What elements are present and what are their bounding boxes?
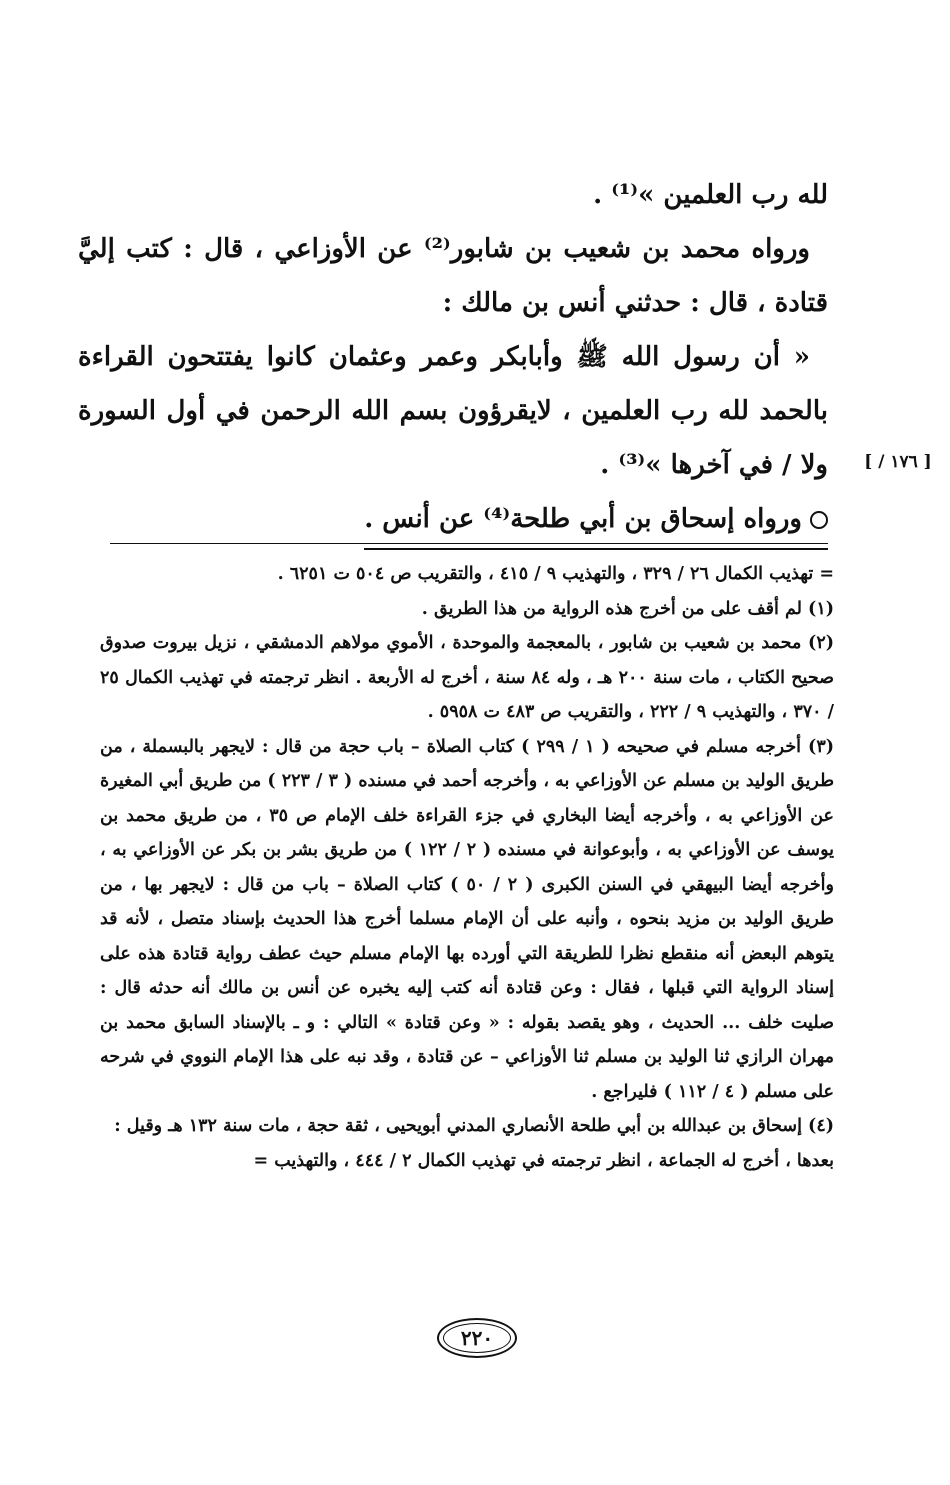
section-heading <box>78 492 828 550</box>
footnotes <box>100 557 834 1178</box>
footnote-3: (٣) أخرجه مسلم في صحيحه ( ١ / ٢٩٩ ) كتاب الصلاة – باب حجة من قال : لايجهر بالبسملة ، من طريق الوليد بن مسلم عن الأوزاعي به ، وأخرجه أحمد في مسنده ( ٣ / ٢٢٣ ) من طريق أبي المغيرة عن الأوزاعي به ، وأخرجه أيضا البخاري في جزء القراءة خلف الإمام ص ٣٥ ، من طريق محمد بن يوسف عن الأوزاعي به ، وأبوعوانة في مسنده ( ٢ / ١٢٢ ) من طريق بشر بن بكر عن الأوزاعي به ، وأخرجه أيضا البيهقي في السنن الكبرى ( ٢ / ٥٠ ) كتاب الصلاة – باب من قال : لايجهر بها ، من طريق الوليد بن مزيد بنحوه ، وأنبه على أن الإمام مسلما أخرج هذا الحديث بإسناد متصل ، لأنه قد يتوهم البعض أنه منقطع نظرا للطريقة التي أورده بها الإمام مسلم حيث عطف رواية قتادة هذه على إسناد الرواية التي قبلها ، فقال : وعن قتادة أنه كتب إليه يخبره عن أنس بن مالك أنه حدثه قال : صليت خلف ... الحديث ، وهو يقصد بقوله : « وعن قتادة » التالي : و ـ بالإسناد السابق محمد بن مهران الرازي ثنا الوليد بن مسلم ثنا الأوزاعي – عن قتادة ، وقد نبه على هذا الإمام النووي في شرحه على مسلم ( ٤ / ١١٢ ) فليراجع . <box>100 736 835 1102</box>
main-paragraph-3: « أن رسول الله ﷺ وأبابكر وعمر وعثمان كانوا يفتتحون القراءة بالحمد لله رب العلمين ، لايقرؤون بسم الله الرحمن في أول السورة ولا / في آخرها »⁽³⁾ . <box>78 342 828 480</box>
footnote-1: (١) لم أقف على من أخرج هذه الرواية من هذا الطريق . <box>421 598 834 619</box>
main-text <box>78 168 828 550</box>
manuscript-folio-note: [ ١٧٦ / ] <box>864 452 932 472</box>
page-number-text: ٢٢٠ <box>460 1326 494 1350</box>
main-line-1: لله رب العلمين »⁽¹⁾ . <box>593 180 828 210</box>
footnote-2: (٢) محمد بن شعيب بن شابور ، بالمعجمة والموحدة ، الأموي مولاهم الدمشقي ، نزيل بيروت صدوق صحيح الكتاب ، مات سنة ٢٠٠ هـ ، وله ٨٤ سنة ، أخرج له الأربعة . انظر ترجمته في تهذيب الكمال ٢٥ / ٣٧٠ ، والتهذيب ٩ / ٢٢٢ ، والتقريب ص ٤٨٣ ت ٥٩٥٨ . <box>100 633 834 722</box>
footnote-4: (٤) إسحاق بن عبدالله بن أبي طلحة الأنصاري المدني أبويحيى ، ثقة حجة ، مات سنة ١٣٢ هـ وقيل : بعدها ، أخرج له الجماعة ، انظر ترجمته في تهذيب الكمال ٢ / ٤٤٤ ، والتهذيب = <box>114 1116 834 1171</box>
main-paragraph-2: ورواه محمد بن شعيب بن شابور⁽²⁾ عن الأوزاعي ، قال : كتب إليَّ قتادة ، قال : حدثني أنس بن مالك : <box>78 234 828 318</box>
section-underline <box>364 492 828 550</box>
footnote-separator <box>110 543 828 544</box>
footnote-continuation: = تهذيب الكمال ٢٦ / ٣٢٩ ، والتهذيب ٩ / ٤١٥ ، والتقريب ص ٥٠٤ ت ٦٢٥١ . <box>277 564 834 584</box>
section-heading-text: ورواه إسحاق بن أبي طلحة⁽⁴⁾ عن أنس . <box>364 504 802 534</box>
circle-icon <box>810 511 828 529</box>
page-number <box>437 1318 517 1358</box>
